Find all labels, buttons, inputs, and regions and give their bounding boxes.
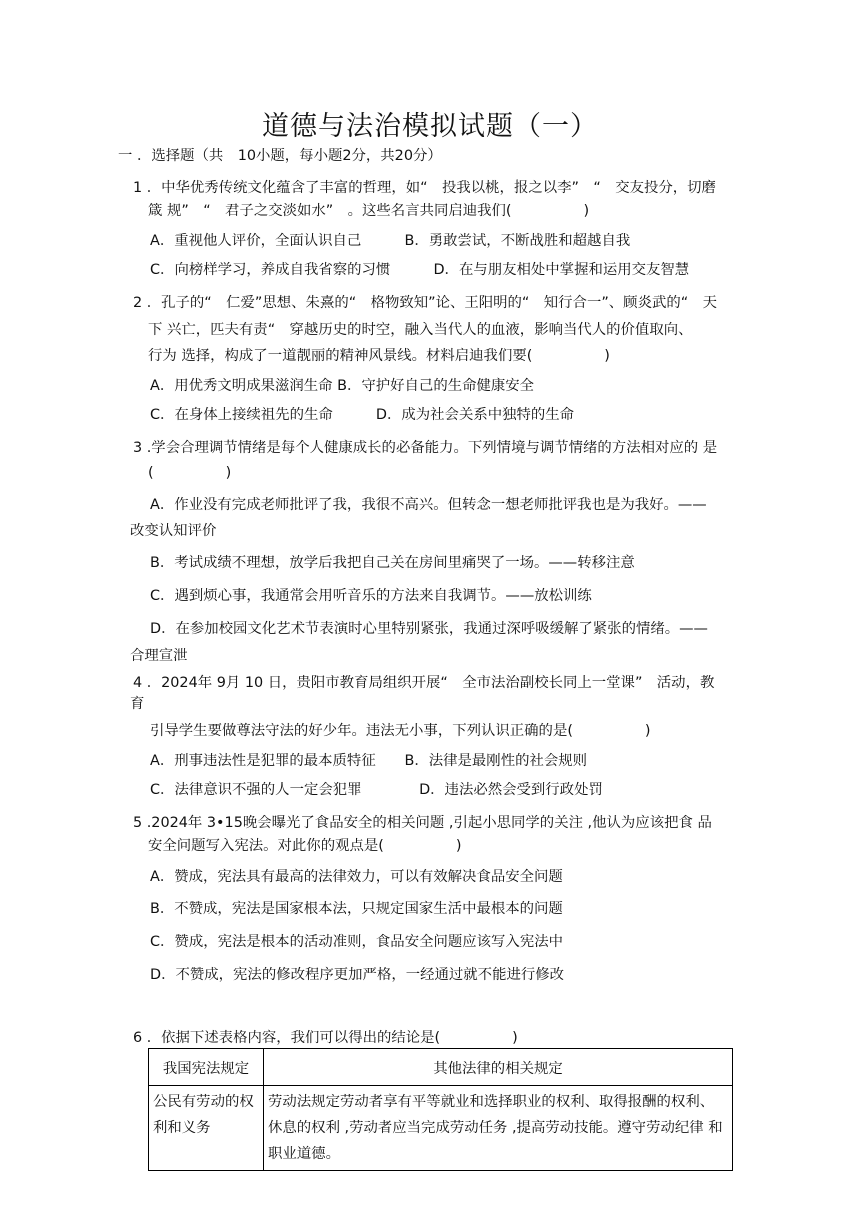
- q1-stem-line-1: 1 ．中华优秀传统文化蕴含了丰富的哲理，如“ 投我以桃，报之以李” “ 交友投分，切磨: [133, 180, 716, 196]
- q3-option-d-line-1: D．在参加校园文化艺术节表演时心里特别紧张，我通过深呼吸缓解了紧张的情绪。——: [150, 621, 708, 637]
- table-cell-constitution: [149, 1086, 264, 1171]
- page-title: 道德与法治模拟试题（一）: [262, 111, 598, 142]
- q4-stem-line-3: 引导学生要做尊法守法的好少年。违法无小事，下列认识正确的是( ): [150, 723, 651, 739]
- table-header-row: [149, 1049, 733, 1086]
- table-header-constitution: 我国宪法规定: [149, 1049, 264, 1086]
- table-row: [149, 1086, 733, 1171]
- q5-stem-line-2: 安全问题写入宪法。对此你的观点是( ): [148, 838, 462, 854]
- q4-stem-line-2: 育: [130, 696, 145, 712]
- q3-stem-line-1: 3 .学会合理调节情绪是每个人健康成长的必备能力。下列情境与调节情绪的方法相对应的 是: [133, 440, 718, 456]
- q2-options-line-1: A．用优秀文明成果滋润生命 B．守护好自己的生命健康安全: [150, 378, 535, 394]
- q3-option-a-line-2: 改变认知评价: [130, 523, 217, 539]
- q2-stem-line-1: 2 ．孔子的“ 仁爱”思想、朱熹的“ 格物致知”论、王阳明的“ 知行合一”、顾炎武的“ 天: [133, 295, 717, 311]
- q5-option-b: B．不赞成，宪法是国家根本法，只规定国家生活中最根本的问题: [150, 901, 563, 917]
- q2-stem-line-3: 行为 选择，构成了一道靓丽的精神风景线。材料启迪我们要( ): [148, 348, 610, 364]
- q2-stem-line-2: 下 兴亡，匹夫有责“ 穿越历史的时空，融入当代人的血液，影响当代人的价值取向、: [148, 322, 693, 338]
- q4-options-line-1: A．刑事违法性是犯罪的最本质特征 B．法律是最刚性的社会规则: [150, 753, 588, 769]
- cell-line: 劳动法规定劳动者享有平等就业和选择职业的权利、取得报酬的权利、: [268, 1094, 715, 1110]
- q1-options-line-2: C．向榜样学习，养成自我省察的习惯 D．在与朋友相处中掌握和运用交友智慧: [150, 262, 690, 278]
- cell-line: 利和义务: [153, 1120, 211, 1136]
- q3-stem-line-2: ( ): [148, 465, 232, 481]
- q5-stem-line-1: 5 .2024年 3•15晚会曝光了食品安全的相关问题 ,引起小思同学的关注 ,他认为应该把食 品: [133, 815, 712, 831]
- q5-option-d: D．不赞成，宪法的修改程序更加严格，一经通过就不能进行修改: [150, 967, 565, 983]
- cell-line: 休息的权利 ,劳动者应当完成劳动任务 ,提高劳动技能。遵守劳动纪律 和: [268, 1120, 723, 1136]
- table-cell-other-laws: [264, 1086, 733, 1171]
- q3-option-a-line-1: A．作业没有完成老师批评了我，我很不高兴。但转念一想老师批评我也是为我好。——: [150, 497, 707, 513]
- q4-stem-line-1: 4 ．2024年 9月 10 日，贵阳市教育局组织开展“ 全市法治副校长同上一堂课” 活动，教: [133, 675, 715, 691]
- q6-stem: 6 ．依据下述表格内容，我们可以得出的结论是( ): [133, 1030, 518, 1046]
- q1-options-line-1: A．重视他人评价，全面认识自己 B．勇敢尝试，不断战胜和超越自我: [150, 233, 631, 249]
- q4-options-line-2: C．法律意识不强的人一定会犯罪 D．违法必然会受到行政处罚: [150, 782, 603, 798]
- q5-option-a: A．赞成，宪法具有最高的法律效力，可以有效解决食品安全问题: [150, 869, 563, 885]
- q3-option-b: B．考试成绩不理想，放学后我把自己关在房间里痛哭了一场。——转移注意: [150, 555, 635, 571]
- cell-line: 公民有劳动的权: [153, 1094, 254, 1110]
- q5-option-c: C．赞成，宪法是根本的活动准则，食品安全问题应该写入宪法中: [150, 934, 563, 950]
- section-heading: 一 ．选择题（共 10小题，每小题2分，共20分）: [118, 148, 442, 164]
- q3-option-c: C．遇到烦心事，我通常会用听音乐的方法来自我调节。——放松训练: [150, 588, 592, 604]
- q1-stem-line-2: 箴 规” “ 君子之交淡如水” 。这些名言共同启迪我们( ): [148, 203, 590, 219]
- cell-line: 职业道德。: [268, 1146, 340, 1162]
- q2-options-line-2: C．在身体上接续祖先的生命 D．成为社会关系中独特的生命: [150, 407, 575, 423]
- q3-option-d-line-2: 合理宣泄: [130, 648, 188, 664]
- law-comparison-table: [148, 1048, 733, 1171]
- table-header-other-laws: 其他法律的相关规定: [264, 1049, 733, 1086]
